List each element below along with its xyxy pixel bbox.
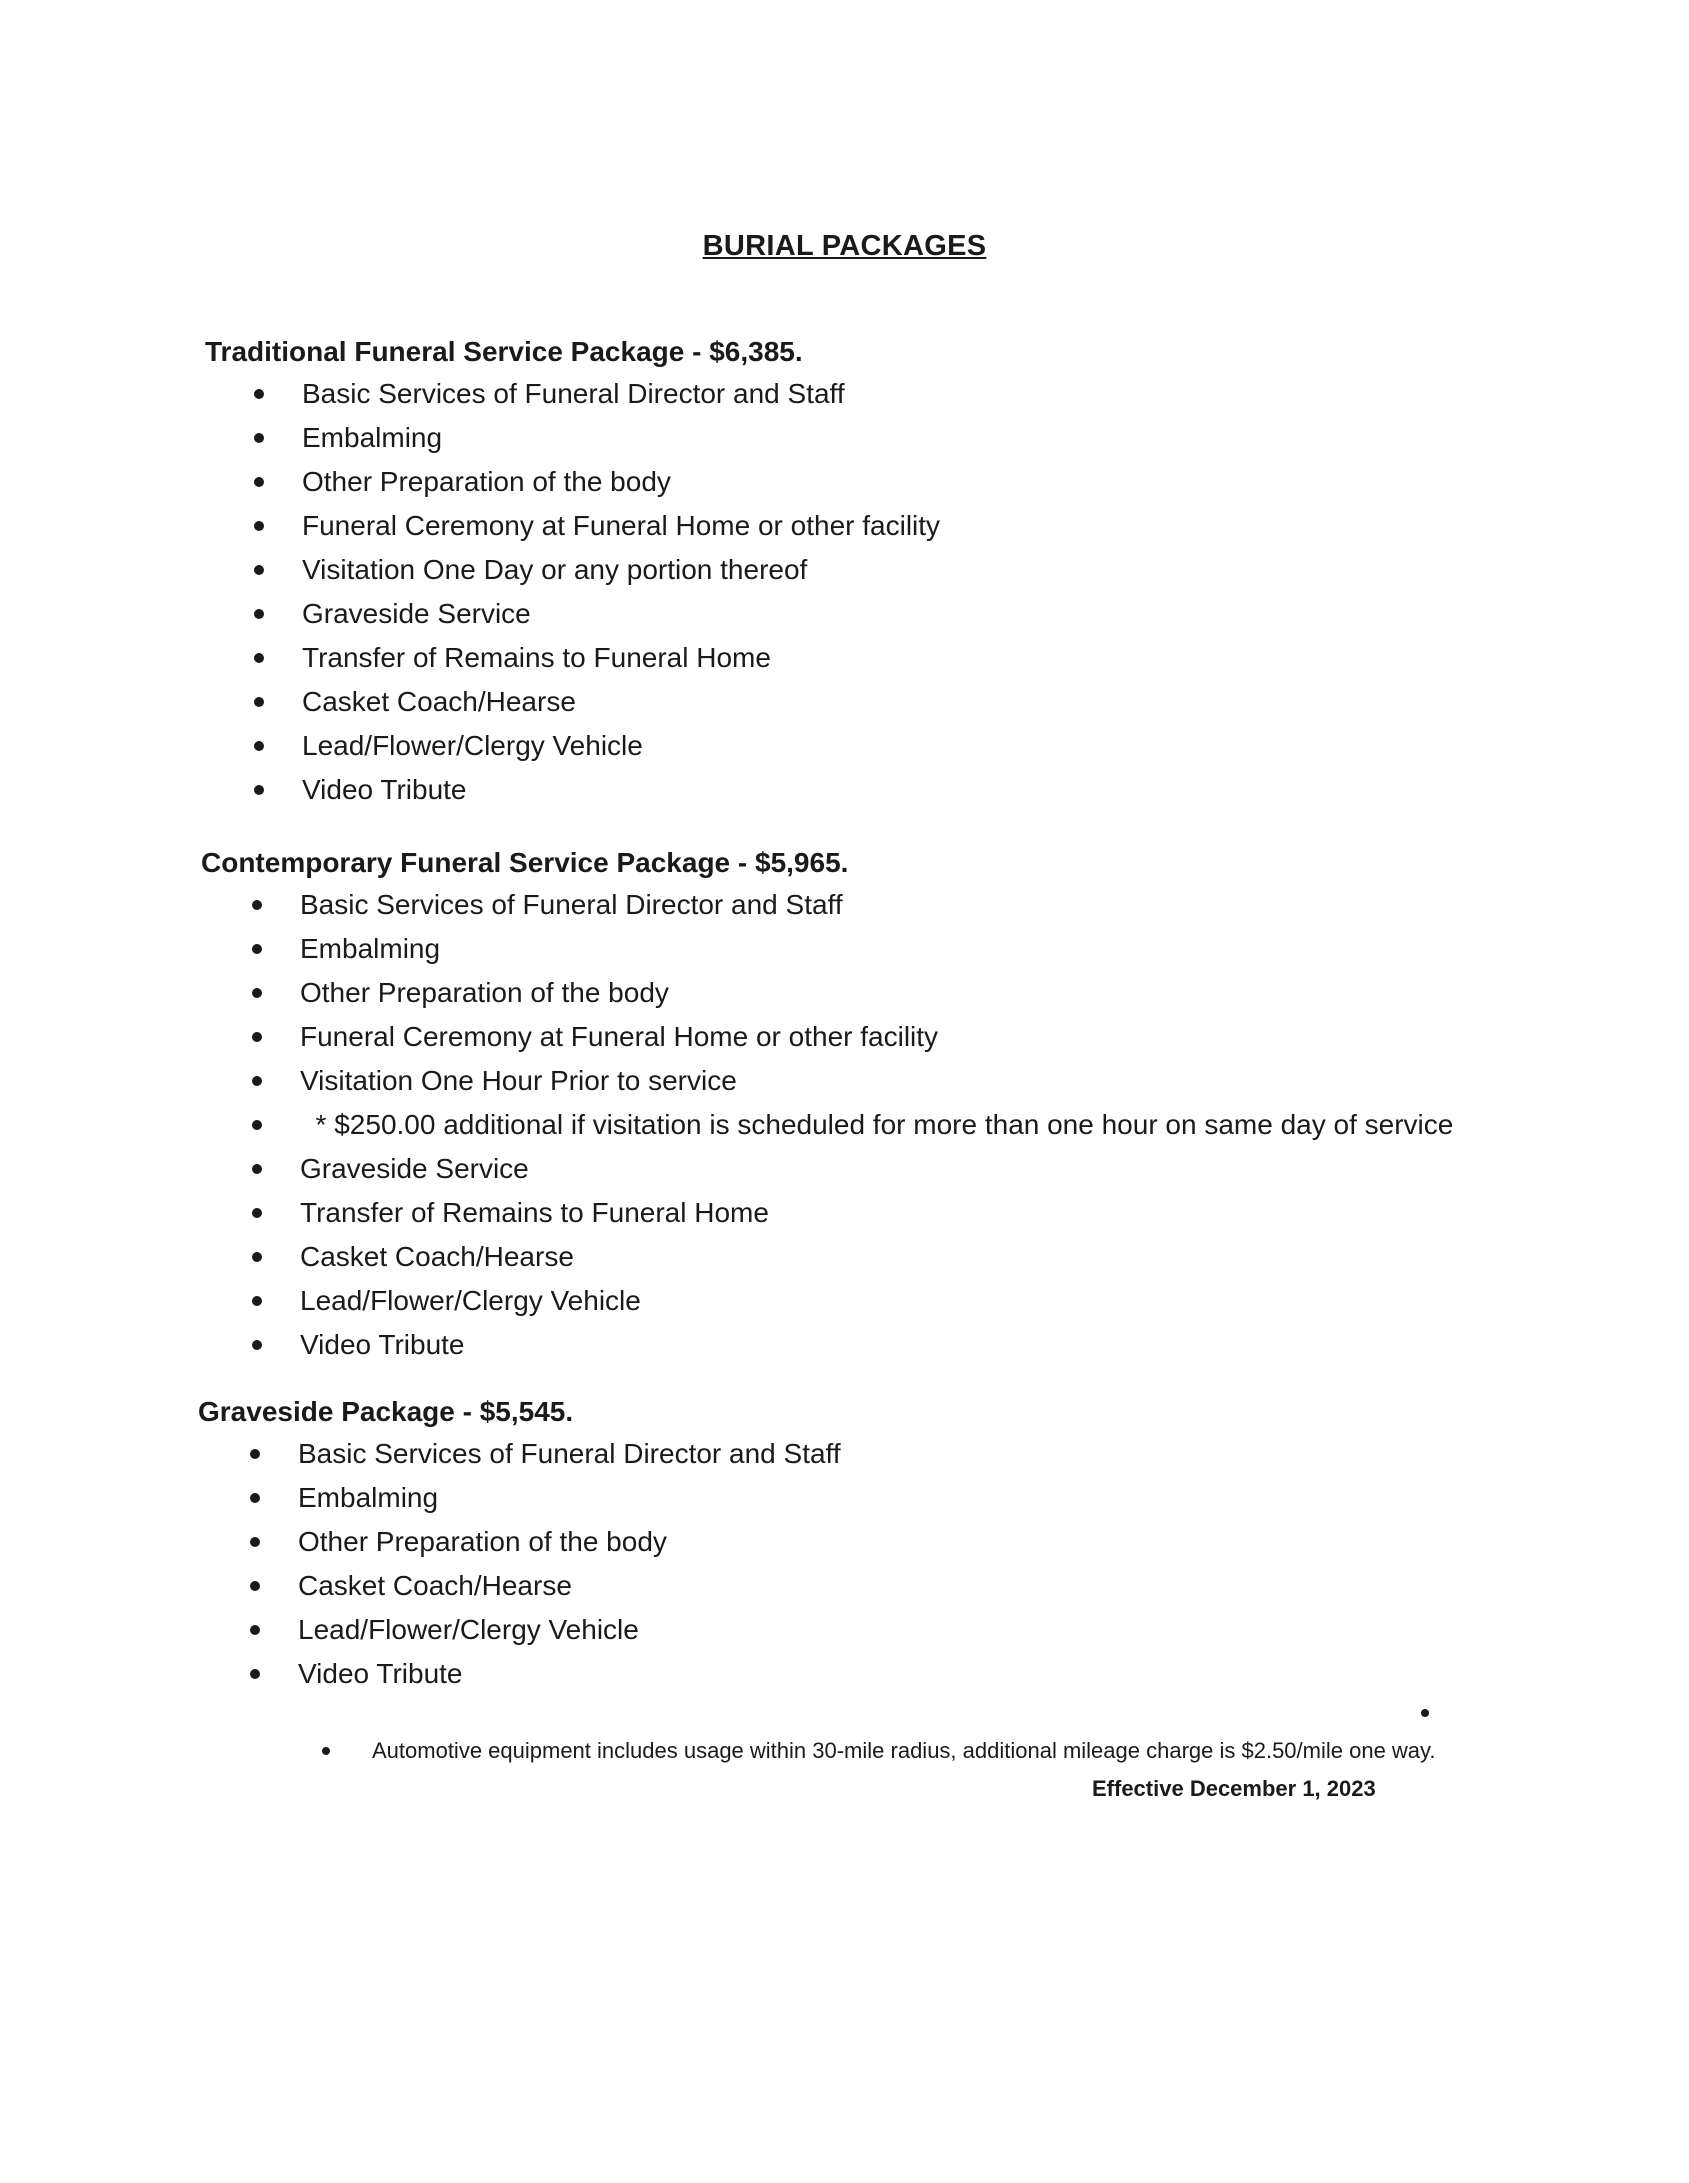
list-item xyxy=(252,971,848,1015)
package-items-list xyxy=(254,372,941,812)
list-item-text: Casket Coach/Hearse xyxy=(300,1241,574,1272)
package-heading: Graveside Package - $5,545. xyxy=(198,1396,574,1427)
list-item-text: Other Preparation of the body xyxy=(298,1526,667,1557)
list-item-text: Visitation One Hour Prior to service xyxy=(300,1065,737,1096)
bullet-icon xyxy=(250,1625,260,1635)
stray-bullet-icon xyxy=(1421,1709,1429,1717)
bullet-icon xyxy=(254,653,264,663)
list-item-text: * $250.00 additional if visitation is scheduled for more than one hour on same day of service xyxy=(300,1109,1454,1140)
list-item xyxy=(252,1323,848,1367)
footnote-text: Automotive equipment includes usage within 30-mile radius, additional mileage charge is $2.50/mile one way. xyxy=(372,1738,1436,1763)
package-items-list xyxy=(252,883,1454,1367)
package-heading: Traditional Funeral Service Package - $6,385. xyxy=(205,336,803,367)
list-item xyxy=(254,460,803,504)
list-item xyxy=(250,1564,573,1608)
list-item-text: Lead/Flower/Clergy Vehicle xyxy=(302,730,643,761)
list-item-text: Funeral Ceremony at Funeral Home or other facility xyxy=(300,1021,939,1052)
package-contemporary xyxy=(201,843,1454,1367)
list-item-text: Embalming xyxy=(298,1482,439,1513)
list-item xyxy=(252,1059,848,1103)
bullet-icon xyxy=(252,1032,262,1042)
list-item-text: Visitation One Day or any portion thereof xyxy=(302,554,808,585)
bullet-icon xyxy=(252,1164,262,1174)
list-item xyxy=(254,636,803,680)
list-item xyxy=(252,1235,848,1279)
package-items-list xyxy=(250,1432,841,1696)
bullet-icon xyxy=(252,1076,262,1086)
list-item xyxy=(250,1652,573,1696)
bullet-icon xyxy=(252,988,262,998)
bullet-icon xyxy=(252,1296,262,1306)
list-item xyxy=(254,724,803,768)
list-item-text: Embalming xyxy=(300,933,441,964)
bullet-icon xyxy=(254,565,264,575)
bullet-icon xyxy=(254,433,264,443)
list-item-text: Video Tribute xyxy=(298,1658,463,1689)
bullet-icon xyxy=(252,1120,262,1130)
bullet-icon xyxy=(252,944,262,954)
page-title: BURIAL PACKAGES xyxy=(702,230,987,262)
bullet-icon xyxy=(254,741,264,751)
package-traditional xyxy=(205,332,941,812)
list-item-text: Video Tribute xyxy=(302,774,467,805)
list-item xyxy=(252,927,848,971)
list-item-text: Embalming xyxy=(302,422,443,453)
list-item xyxy=(252,1191,848,1235)
list-item xyxy=(250,1608,639,1652)
list-item xyxy=(250,1476,573,1520)
list-item-text: Casket Coach/Hearse xyxy=(302,686,576,717)
bullet-icon xyxy=(254,389,264,399)
list-item-text: Video Tribute xyxy=(300,1329,465,1360)
list-item xyxy=(252,1103,1454,1147)
package-graveside xyxy=(198,1392,841,1696)
bullet-icon xyxy=(254,697,264,707)
list-item-text: Other Preparation of the body xyxy=(302,466,671,497)
list-item xyxy=(254,592,803,636)
bullet-icon xyxy=(254,521,264,531)
bullet-icon xyxy=(254,477,264,487)
list-item-text: Other Preparation of the body xyxy=(300,977,669,1008)
bullet-icon xyxy=(252,900,262,910)
list-item-text: Transfer of Remains to Funeral Home xyxy=(300,1197,769,1228)
bullet-icon xyxy=(250,1581,260,1591)
list-item xyxy=(254,416,803,460)
bullet-icon xyxy=(322,1747,330,1755)
list-item xyxy=(252,883,848,927)
bullet-icon xyxy=(250,1449,260,1459)
bullet-icon xyxy=(252,1252,262,1262)
list-item xyxy=(254,372,845,416)
list-item-text: Funeral Ceremony at Funeral Home or other facility xyxy=(302,510,941,541)
list-item xyxy=(254,548,808,592)
bullet-icon xyxy=(250,1669,260,1679)
package-heading: Contemporary Funeral Service Package - $5,965. xyxy=(201,847,849,878)
list-item xyxy=(250,1432,841,1476)
bullet-icon xyxy=(254,785,264,795)
bullet-icon xyxy=(250,1537,260,1547)
list-item-text: Casket Coach/Hearse xyxy=(298,1570,572,1601)
list-item-text: Basic Services of Funeral Director and Staff xyxy=(300,889,843,920)
list-item-text: Transfer of Remains to Funeral Home xyxy=(302,642,771,673)
list-item xyxy=(254,768,803,812)
list-item xyxy=(254,680,803,724)
list-item-text: Basic Services of Funeral Director and Staff xyxy=(302,378,845,409)
bullet-icon xyxy=(252,1208,262,1218)
list-item-text: Lead/Flower/Clergy Vehicle xyxy=(298,1614,639,1645)
list-item xyxy=(254,504,941,548)
bullet-icon xyxy=(254,609,264,619)
list-item xyxy=(252,1279,848,1323)
bullet-icon xyxy=(252,1340,262,1350)
list-item-text: Basic Services of Funeral Director and Staff xyxy=(298,1438,841,1469)
effective-date: Effective December 1, 2023 xyxy=(1092,1776,1376,1801)
list-item xyxy=(250,1520,667,1564)
list-item xyxy=(252,1147,848,1191)
list-item xyxy=(252,1015,939,1059)
bullet-icon xyxy=(250,1493,260,1503)
list-item-text: Lead/Flower/Clergy Vehicle xyxy=(300,1285,641,1316)
list-item-text: Graveside Service xyxy=(300,1153,529,1184)
list-item-text: Graveside Service xyxy=(302,598,531,629)
